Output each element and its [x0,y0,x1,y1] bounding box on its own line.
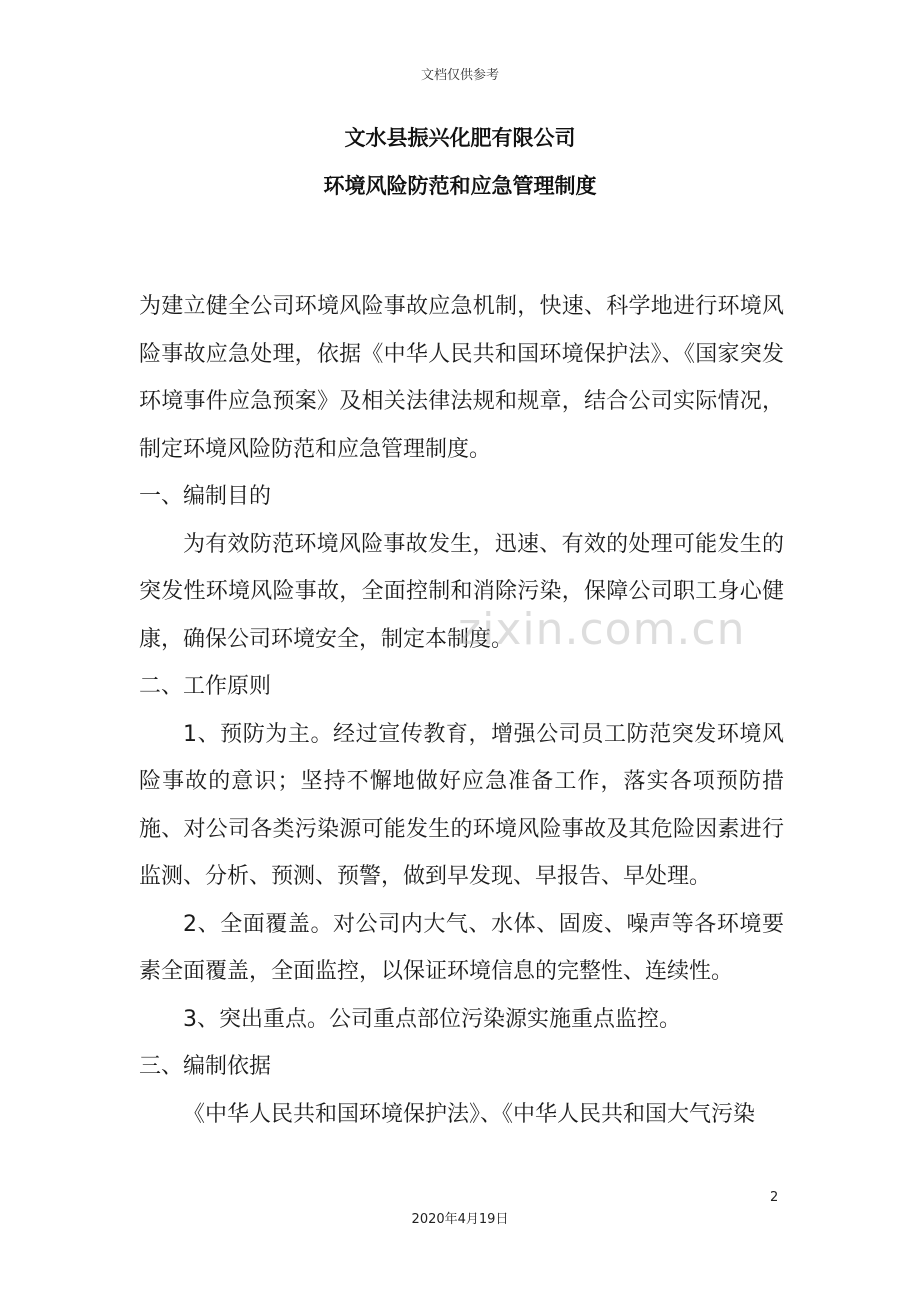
purpose-paragraph: 为有效防范环境风险事故发生，迅速、有效的处理可能发生的突发性环境风险事故，全面控制和消除污染，保障公司职工身心健康，确保公司环境安全，制定本制度。 [139,531,784,652]
company-title: 文水县振兴化肥有限公司 [344,126,576,150]
section-heading-basis: 三、编制依据 [139,1054,272,1079]
section-heading-purpose: 一、编制目的 [139,484,272,509]
principle-item-prevention: 1、预防为主。经过宣传教育，增强公司员工防范突发环境风险事故的意识；坚持不懈地做好应急准备工作，落实各项预防措施、对公司各类污染源可能发生的环境风险事故及其危险因素进行监测、分析、预测、预警，做到早发现、早报告、早处理。 [139,721,784,889]
document-body [139,283,784,1138]
page-number: 2 [770,1190,779,1205]
document-header-note: 文档仅供参考 [420,68,499,83]
footer-date: 2020年4月19日 [411,1212,509,1227]
intro-paragraph: 为建立健全公司环境风险事故应急机制，快速、科学地进行环境风险事故应急处理，依据《中华人民共和国环境保护法》、《国家突发环境事件应急预案》及相关法律法规和规章，结合公司实际情况，制定环境风险防范和应急管理制度。 [139,294,784,462]
principle-item-coverage: 2、全面覆盖。对公司内大气、水体、固废、噪声等各环境要素全面覆盖，全面监控，以保证环境信息的完整性、连续性。 [139,911,784,984]
basis-paragraph: 《中华人民共和国环境保护法》、《中华人民共和国大气污染 [183,1101,756,1127]
watermark: zixin.com.cn [458,604,746,655]
principle-item-focus: 3、突出重点。公司重点部位污染源实施重点监控。 [183,1006,681,1032]
document-title: 环境风险防范和应急管理制度 [323,174,597,198]
section-heading-principles: 二、工作原则 [139,674,272,699]
